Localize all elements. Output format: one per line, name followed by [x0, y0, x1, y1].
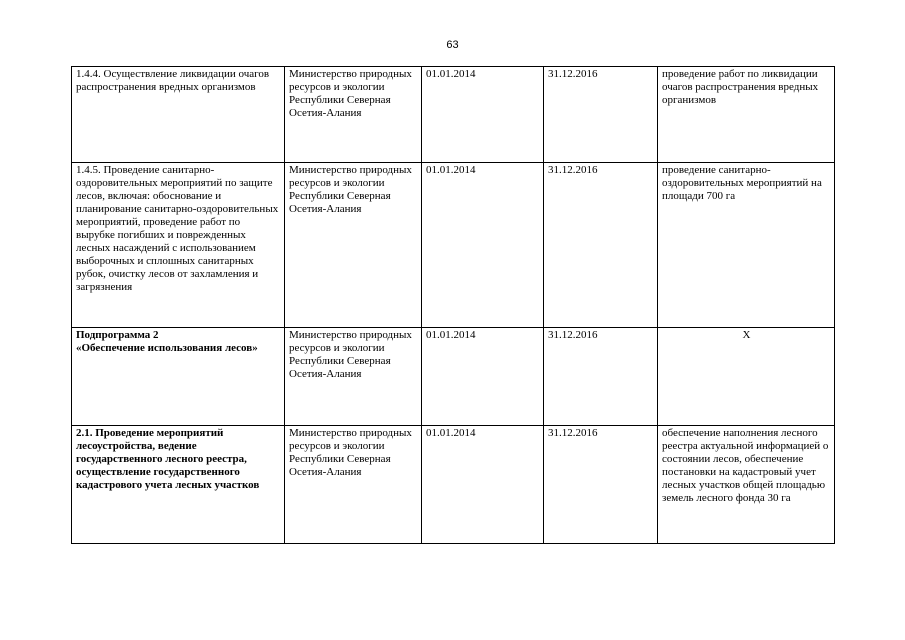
start-date-cell: 01.01.2014 — [422, 328, 544, 426]
executor-cell: Министерство природных ресурсов и экологии Республики Северная Осетия-Алания — [285, 163, 422, 328]
end-date-cell: 31.12.2016 — [544, 163, 658, 328]
result-cell: Х — [658, 328, 835, 426]
program-activities-table — [71, 66, 835, 544]
result-cell: обеспечение наполнения лесного реестра актуальной информацией о состоянии лесов, обеспечение постановки на кадастровый учет лесных участков общей площадью земель лесного фонда 30 га — [658, 426, 835, 544]
start-date-cell: 01.01.2014 — [422, 163, 544, 328]
executor-cell: Министерство природных ресурсов и экологии Республики Северная Осетия-Алания — [285, 67, 422, 163]
table-row — [72, 163, 835, 328]
page-number: 63 — [446, 39, 459, 51]
executor-cell: Министерство природных ресурсов и экологии Республики Северная Осетия-Алания — [285, 328, 422, 426]
start-date-cell: 01.01.2014 — [422, 426, 544, 544]
activity-cell: 1.4.4. Осуществление ликвидации очагов распространения вредных организмов — [72, 67, 285, 163]
table-row — [72, 426, 835, 544]
result-cell: проведение санитарно-оздоровительных мероприятий на площади 700 га — [658, 163, 835, 328]
start-date-cell: 01.01.2014 — [422, 67, 544, 163]
table-row — [72, 67, 835, 163]
end-date-cell: 31.12.2016 — [544, 328, 658, 426]
activity-cell: 1.4.5. Проведение санитарно-оздоровительных мероприятий по защите лесов, включая: обоснование и планирование санитарно-оздоровительных мероприятий, проведение работ по вырубке погибших и поврежденных лесных насаждений с использованием выборочных и сплошных санитарных рубок, очистку лесов от захламления и загрязнения — [72, 163, 285, 328]
end-date-cell: 31.12.2016 — [544, 426, 658, 544]
end-date-cell: 31.12.2016 — [544, 67, 658, 163]
subprogram-title-cell: Подпрограмма 2 «Обеспечение использования лесов» — [72, 328, 285, 426]
table-row — [72, 328, 835, 426]
result-cell: проведение работ по ликвидации очагов распространения вредных организмов — [658, 67, 835, 163]
activity-cell: 2.1. Проведение мероприятий лесоустройства, ведение государственного лесного реестра, осуществление государственного кадастрового учета лесных участков — [72, 426, 285, 544]
executor-cell: Министерство природных ресурсов и экологии Республики Северная Осетия-Алания — [285, 426, 422, 544]
